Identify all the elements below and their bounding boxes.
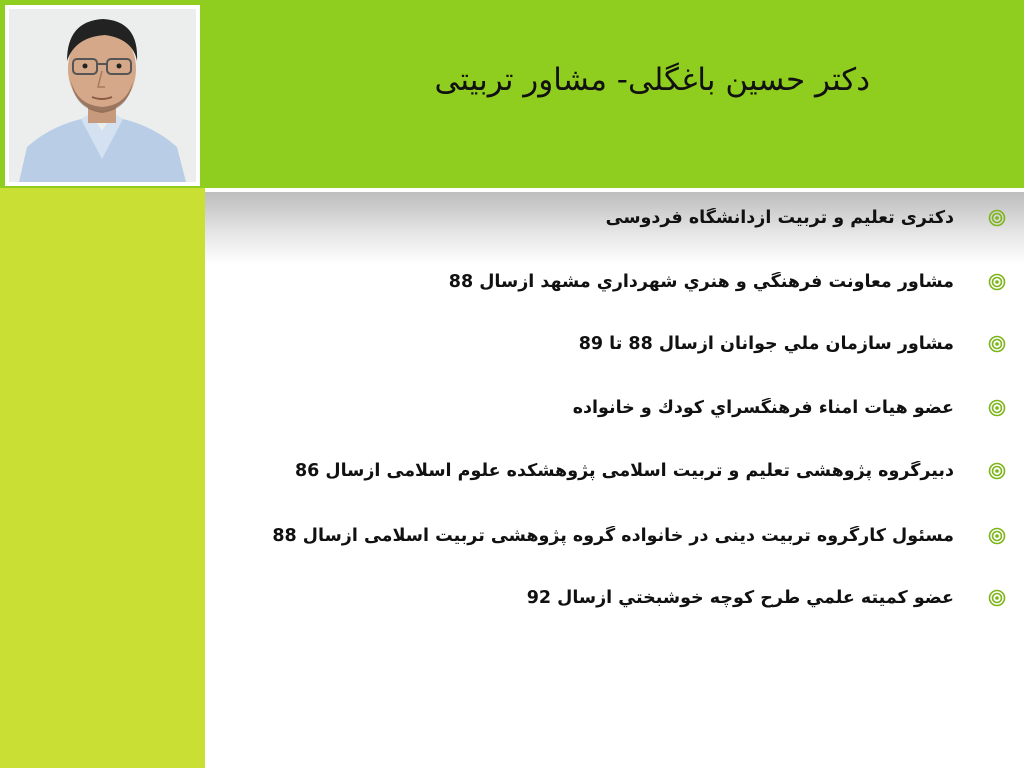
- slide-title: دکتر حسین باغگلی- مشاور تربیتی: [434, 62, 870, 98]
- target-ring-icon: [988, 209, 1006, 227]
- list-item: [216, 456, 1006, 486]
- list-item: [216, 393, 1006, 423]
- list-item: [216, 329, 1006, 359]
- bullet-text: مسئول کارگروه تربیت دینی در خانواده گروه پژوهشی تربیت اسلامی ازسال 88: [272, 526, 954, 546]
- target-ring-icon: [988, 335, 1006, 353]
- target-ring-icon: [988, 527, 1006, 545]
- list-item: [216, 583, 1006, 613]
- target-ring-icon: [988, 462, 1006, 480]
- bullet-text: عضو هيات امناء فرهنگسراي كودك و خانواده: [572, 398, 954, 418]
- bullet-text: دکتری تعلیم و تربیت ازدانشگاه فردوسی: [605, 208, 954, 228]
- target-ring-icon: [988, 399, 1006, 417]
- list-item: [216, 203, 1006, 233]
- list-item: [216, 267, 1006, 297]
- bullet-text: دبيرگروه پژوهشی تعلیم و تربیت اسلامی پژوهشکده علوم اسلامی ازسال 86: [294, 461, 954, 481]
- list-item: [216, 521, 1006, 551]
- bullet-text: مشاور سازمان ملي جوانان ازسال 88 تا 89: [578, 334, 954, 354]
- target-ring-icon: [988, 273, 1006, 291]
- bullet-text: عضو كميته علمي طرح كوچه خوشبختي ازسال 92: [526, 588, 954, 608]
- bullet-text: مشاور معاونت فرهنگي و هنري شهرداري مشهد ازسال 88: [448, 272, 954, 292]
- target-ring-icon: [988, 589, 1006, 607]
